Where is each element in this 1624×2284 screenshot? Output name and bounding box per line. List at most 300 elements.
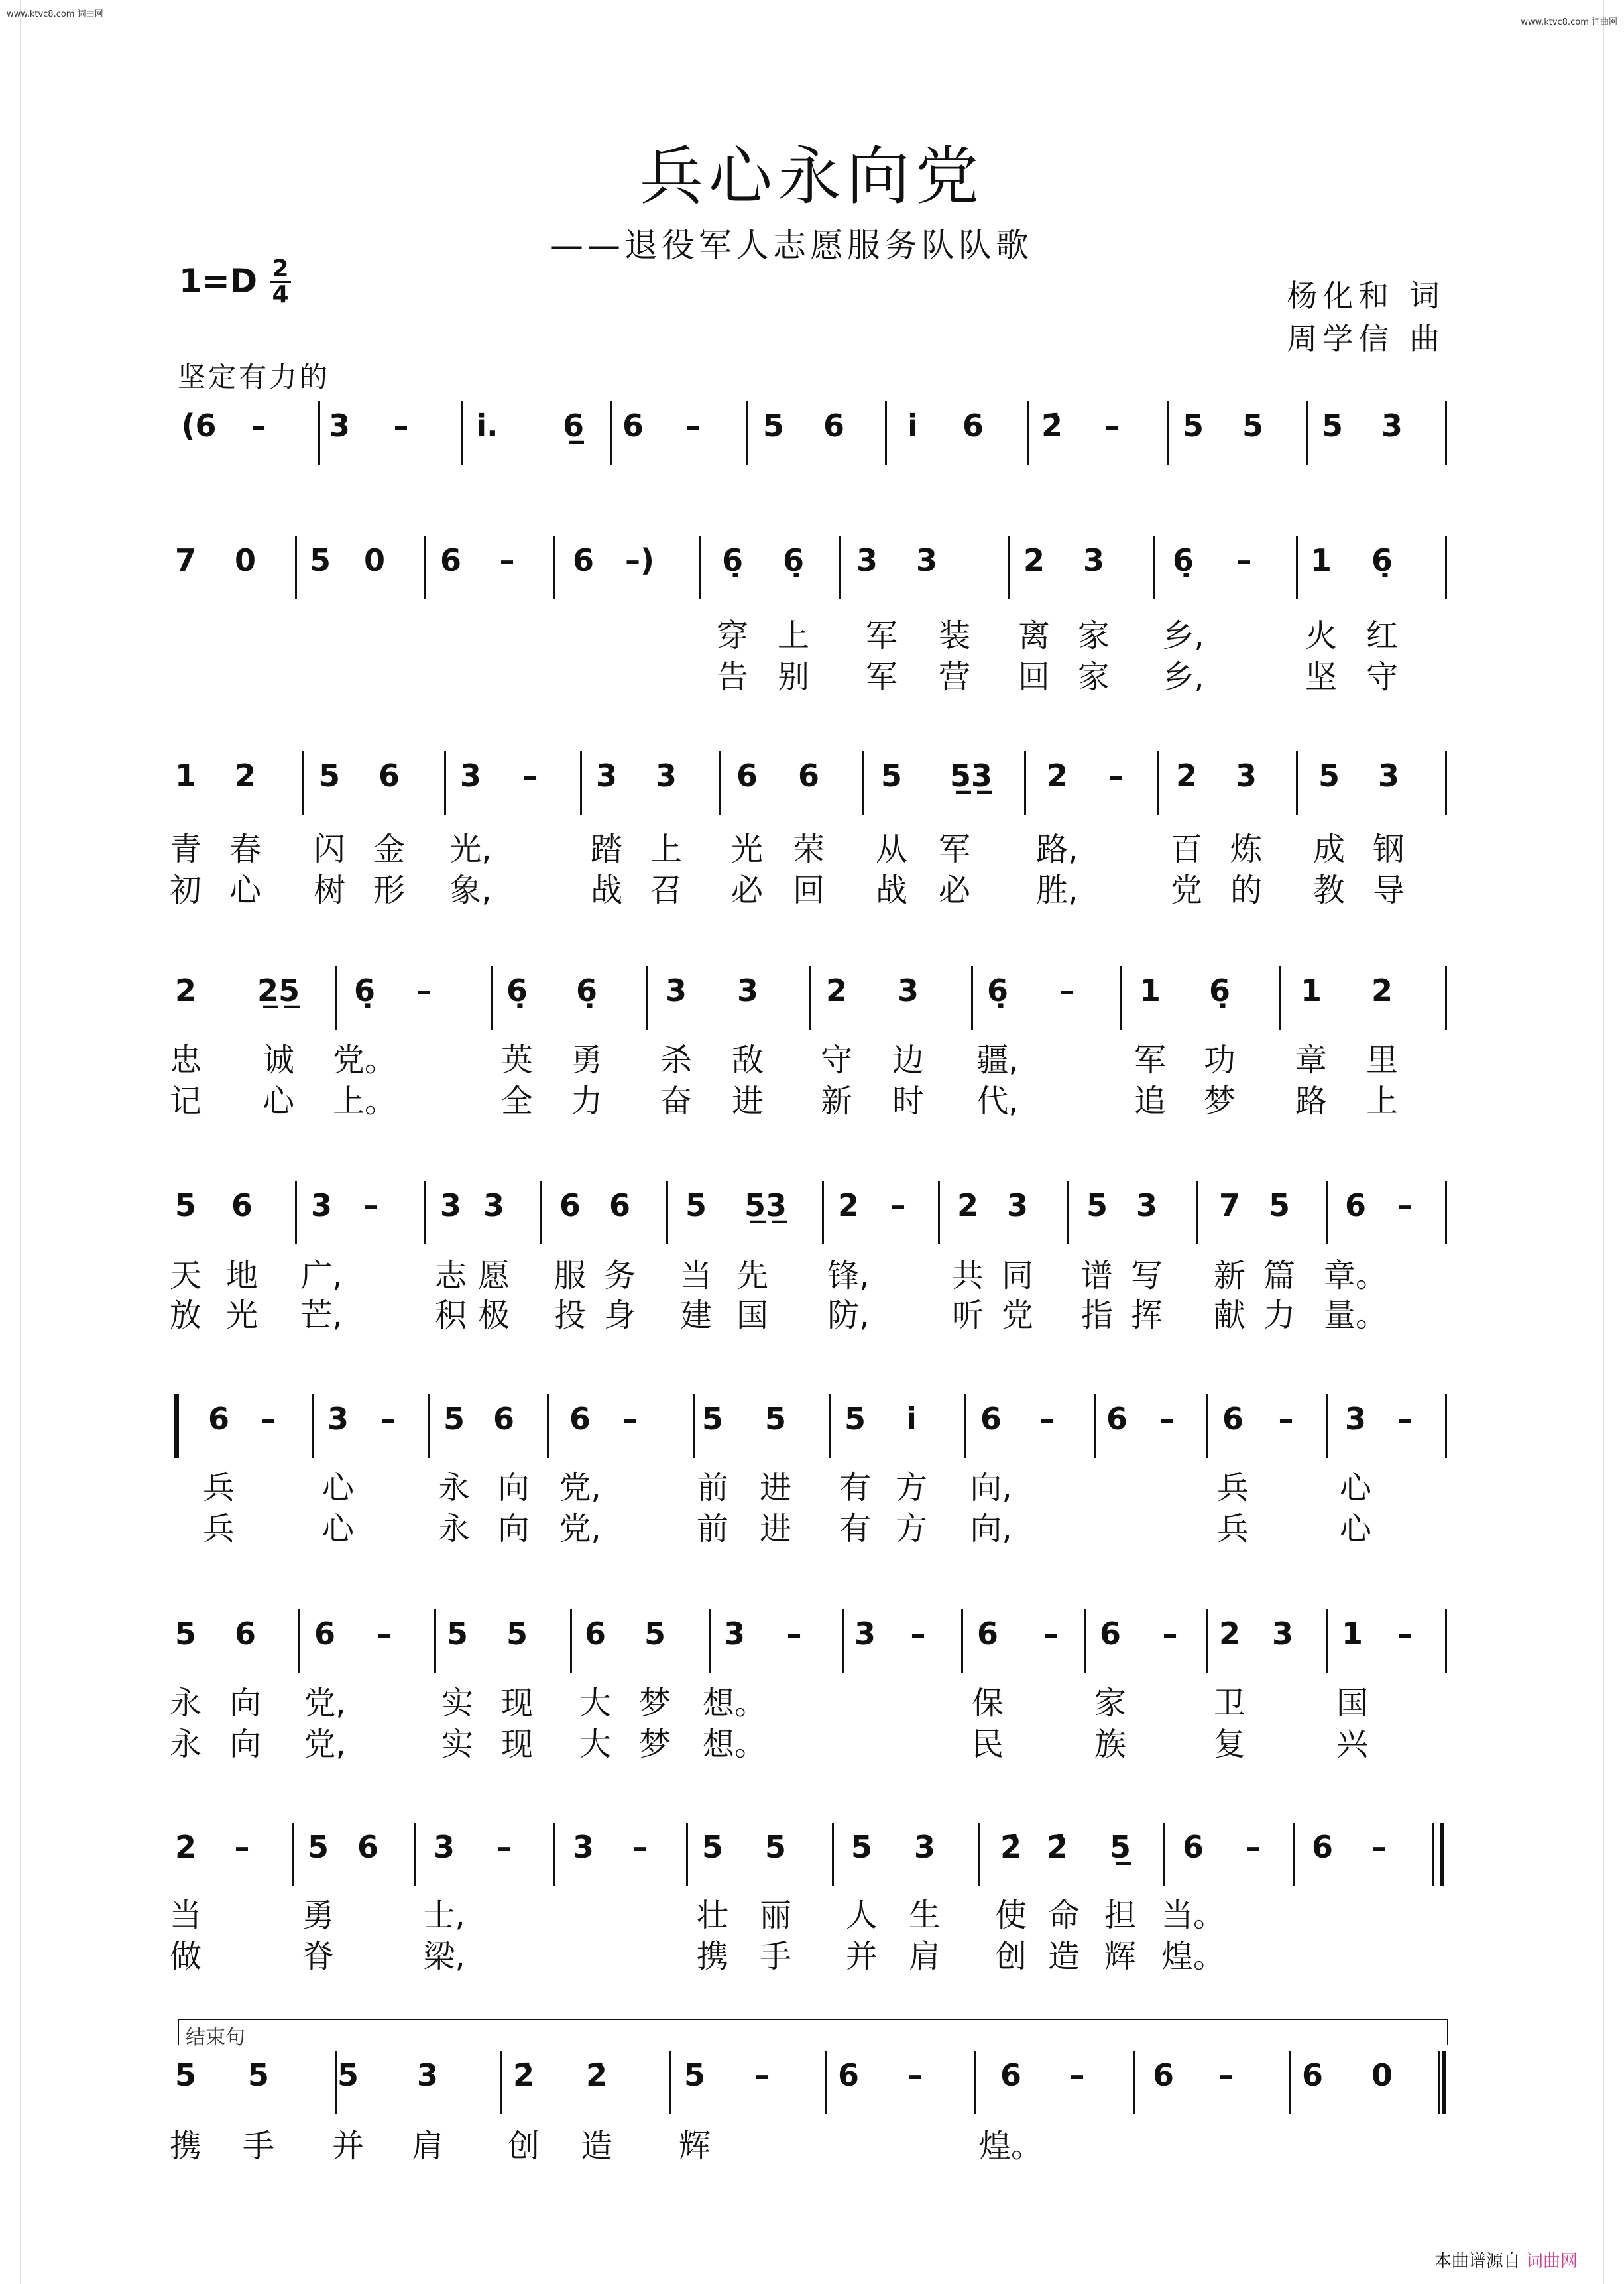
- bar-line: [1445, 536, 1447, 599]
- lyric-syllable: 担: [1104, 1897, 1137, 1934]
- lyric-syllable: 同: [1001, 1257, 1034, 1294]
- note: 3: [433, 1829, 455, 1865]
- note: 5: [701, 1401, 724, 1437]
- right-margin-strip: [1603, 0, 1624, 2284]
- lyric-syllable: 心: [321, 1510, 355, 1547]
- lyric-syllable: 防,: [827, 1297, 870, 1334]
- lyric-syllable: 营: [938, 658, 971, 695]
- note: 5: [337, 2057, 359, 2093]
- note: –: [1069, 2057, 1085, 2093]
- note: 5: [1268, 1187, 1291, 1223]
- lyric-syllable: 命: [1047, 1897, 1080, 1934]
- bar-line: [938, 1181, 940, 1244]
- note: 5: [1182, 408, 1204, 444]
- lyric-syllable: 心: [229, 872, 262, 909]
- lyric-syllable: 永: [169, 1685, 202, 1722]
- lyric-syllable: 钢: [1372, 831, 1405, 868]
- bar-line: [686, 1823, 688, 1886]
- lyric-syllable: 党。: [332, 1042, 397, 1079]
- lyric-syllable: 创: [507, 2128, 540, 2165]
- lyric-syllable: 向,: [970, 1469, 1012, 1506]
- bar-line: [302, 751, 304, 815]
- note: –: [632, 1829, 648, 1865]
- lyric-syllable: 上: [1365, 1083, 1399, 1120]
- lyric-syllable: 听: [951, 1297, 984, 1334]
- bar-line: [1024, 751, 1026, 815]
- lyric-syllable: 党,: [304, 1726, 346, 1763]
- bar-line: [318, 401, 320, 465]
- lyric-syllable: 春: [229, 831, 262, 868]
- lyric-syllable: 想。: [702, 1726, 767, 1763]
- lyric-syllable: 挥: [1130, 1297, 1163, 1334]
- bar-line: [1438, 2051, 1440, 2114]
- bar-line: [1306, 401, 1308, 465]
- bar-line: [1326, 1609, 1328, 1673]
- note: 2: [1023, 542, 1045, 578]
- note: 1: [174, 758, 197, 794]
- note: 1: [1310, 542, 1332, 578]
- note: 5: [850, 1829, 873, 1865]
- lyric-syllable: 杀: [660, 1042, 693, 1079]
- lyric-syllable: 献: [1213, 1297, 1246, 1334]
- lyric-syllable: 当。: [1161, 1897, 1226, 1934]
- lyric-syllable: 时: [892, 1083, 925, 1120]
- bar-line: [295, 536, 297, 599]
- bar-line: [825, 2051, 827, 2114]
- bar-line: [292, 1823, 294, 1886]
- lyric-syllable: 地: [225, 1257, 259, 1294]
- lyric-syllable: 路,: [1036, 831, 1078, 868]
- lyric-syllable: 大: [579, 1685, 612, 1722]
- note: –: [363, 1187, 379, 1223]
- lyric-syllable: 守: [820, 1042, 853, 1079]
- note: 6: [207, 1401, 230, 1437]
- lyric-syllable: 记: [169, 1083, 202, 1120]
- repeat-start-barline: [174, 1394, 179, 1458]
- lyric-syllable: 国: [1336, 1685, 1369, 1722]
- lyric-syllable: 兵: [202, 1510, 235, 1547]
- bar-line: [1196, 1181, 1198, 1244]
- lyric-syllable: 放: [169, 1297, 202, 1334]
- note: –: [1245, 1829, 1261, 1865]
- lyric-syllable: 建: [679, 1297, 713, 1334]
- note: 5: [844, 1401, 866, 1437]
- note: 2̇: [585, 2057, 608, 2093]
- lyric-syllable: 炼: [1230, 831, 1263, 868]
- note: 5̲3̲: [744, 1187, 787, 1223]
- bar-line: [1445, 1609, 1447, 1673]
- lyric-syllable: 梦: [638, 1726, 671, 1763]
- note: 6̲: [562, 408, 585, 444]
- composer-credit: 周学信 曲: [1287, 321, 1445, 357]
- lyric-syllable: 百: [1170, 831, 1203, 868]
- lyric-syllable: 上: [650, 831, 683, 868]
- ending-bracket-right: [1447, 2019, 1448, 2045]
- lyric-syllable: 忠: [169, 1042, 202, 1079]
- note: 5: [764, 1829, 787, 1865]
- lyric-syllable: 边: [892, 1042, 925, 1079]
- bar-line: [491, 966, 493, 1030]
- note: –: [393, 408, 409, 444]
- note: 5: [174, 1616, 197, 1652]
- lyric-syllable: 煌。: [1161, 1938, 1226, 1975]
- note: –: [1278, 1401, 1294, 1437]
- note: 5: [685, 1187, 707, 1223]
- note: 3: [328, 408, 351, 444]
- lyric-syllable: 永: [437, 1510, 471, 1547]
- note: 3: [1271, 1616, 1294, 1652]
- lyric-syllable: 志: [434, 1257, 467, 1294]
- note: 3: [1006, 1187, 1029, 1223]
- lyric-syllable: 心: [1339, 1510, 1372, 1547]
- note: 3: [1377, 758, 1400, 794]
- lyric-syllable: 追: [1133, 1083, 1167, 1120]
- note: 6: [736, 758, 758, 794]
- lyric-syllable: 奋: [660, 1083, 693, 1120]
- note: 5: [701, 1829, 724, 1865]
- lyric-syllable: 军: [938, 831, 971, 868]
- lyric-syllable: 服: [553, 1257, 587, 1294]
- lyric-syllable: 人: [845, 1897, 878, 1934]
- lyric-syllable: 进: [759, 1510, 792, 1547]
- note: 6: [559, 1187, 581, 1223]
- note: –: [1043, 1616, 1059, 1652]
- bar-line: [971, 966, 973, 1030]
- note: 3: [1135, 1187, 1158, 1223]
- note: 6̣: [721, 542, 744, 578]
- bar-line: [547, 1394, 549, 1458]
- lyric-syllable: 青: [169, 831, 202, 868]
- note: –: [1236, 542, 1252, 578]
- bar-line: [1067, 1181, 1069, 1244]
- lyric-syllable: 向: [497, 1510, 530, 1547]
- lyric-syllable: 装: [938, 617, 971, 654]
- note: 6: [1222, 1401, 1244, 1437]
- lyric-syllable: 章: [1295, 1042, 1328, 1079]
- note: 6: [622, 408, 644, 444]
- note: 3: [1381, 408, 1403, 444]
- footer-site[interactable]: 词曲网: [1525, 2252, 1578, 2271]
- note: 3: [416, 2057, 439, 2093]
- lyric-syllable: 代,: [976, 1083, 1019, 1120]
- note: 2: [1175, 758, 1198, 794]
- bar-line: [580, 751, 582, 815]
- lyric-syllable: 的: [1230, 872, 1263, 909]
- note: 6̣: [1371, 542, 1393, 578]
- lyric-syllable: 回: [792, 872, 825, 909]
- note: i̇: [907, 408, 918, 444]
- bar-line: [832, 1823, 834, 1886]
- note: 3: [483, 1187, 505, 1223]
- lyric-syllable: 红: [1365, 617, 1399, 654]
- bar-line: [434, 1609, 436, 1673]
- lyric-syllable: 光,: [449, 831, 492, 868]
- lyric-syllable: 党: [1170, 872, 1203, 909]
- bar-line: [1326, 1394, 1328, 1458]
- note: i̇.: [476, 408, 498, 444]
- lyric-syllable: 实: [441, 1726, 474, 1763]
- bar-line: [1206, 1394, 1208, 1458]
- lyric-syllable: 党,: [559, 1510, 601, 1547]
- note: 1: [1300, 973, 1322, 1008]
- bar-line: [444, 751, 446, 815]
- bar-line: [1094, 1394, 1096, 1458]
- bar-line: [646, 966, 648, 1030]
- note: 6̣: [1208, 973, 1231, 1008]
- bar-line: [1445, 401, 1447, 465]
- footer: [1434, 2248, 1578, 2272]
- lyric-syllable: 心: [1339, 1469, 1372, 1506]
- note: 3: [572, 1829, 595, 1865]
- lyric-syllable: 闪: [313, 831, 346, 868]
- lyric-syllable: 教: [1312, 872, 1346, 909]
- site-label-left: www.ktvc8.com 词曲网: [7, 9, 103, 19]
- note: 5: [1318, 758, 1340, 794]
- lyric-syllable: 想。: [702, 1685, 767, 1722]
- bar-line: [719, 751, 721, 815]
- lyric-syllable: 家: [1094, 1685, 1127, 1722]
- note: –: [622, 1401, 638, 1437]
- lyric-syllable: 章。: [1323, 1257, 1388, 1294]
- note: –: [1108, 758, 1124, 794]
- note: 3: [854, 1616, 876, 1652]
- note: 6: [314, 1616, 336, 1652]
- lyric-syllable: 实: [441, 1685, 474, 1722]
- note: 6: [1301, 2057, 1324, 2093]
- lyric-syllable: 写: [1130, 1257, 1163, 1294]
- lyric-syllable: 复: [1213, 1726, 1246, 1763]
- note: –: [380, 1401, 396, 1437]
- bar-line: [709, 1609, 711, 1673]
- bar-line: [414, 1823, 416, 1886]
- lyric-syllable: 象,: [449, 872, 492, 909]
- note: 3: [1082, 542, 1105, 578]
- note: 1: [1341, 1616, 1363, 1652]
- lyric-syllable: 兴: [1336, 1726, 1369, 1763]
- bar-line: [424, 536, 426, 599]
- note: 6: [980, 1401, 1002, 1437]
- bar-line: [829, 1394, 831, 1458]
- note: 6̣: [782, 542, 805, 578]
- lyric-syllable: 力: [1263, 1297, 1296, 1334]
- note: 0: [363, 542, 386, 578]
- lyric-syllable: 务: [603, 1257, 636, 1294]
- note: 0: [234, 542, 257, 578]
- lyric-syllable: 乡,: [1162, 658, 1204, 695]
- final-barline: [1442, 2051, 1446, 2114]
- lyric-syllable: 愿: [477, 1257, 510, 1294]
- note: 5̲3̲: [949, 758, 993, 794]
- note: 5: [1086, 1187, 1108, 1223]
- note: –: [1039, 1401, 1055, 1437]
- bar-line: [1293, 1823, 1295, 1886]
- bar-line: [1279, 966, 1281, 1030]
- lyric-syllable: 导: [1372, 872, 1405, 909]
- note: 6̣: [1172, 542, 1194, 578]
- note: –: [910, 1616, 926, 1652]
- lyric-syllable: 芒,: [300, 1297, 343, 1334]
- lyric-syllable: 党,: [304, 1685, 346, 1722]
- note: –): [624, 542, 655, 578]
- lyric-syllable: 当: [169, 1897, 202, 1934]
- lyric-syllable: 上。: [332, 1083, 397, 1120]
- lyric-syllable: 兵: [202, 1469, 235, 1506]
- lyric-syllable: 永: [169, 1726, 202, 1763]
- bar-line: [335, 966, 337, 1030]
- lyric-syllable: 形: [373, 872, 406, 909]
- note: 5: [443, 1401, 465, 1437]
- note: –: [907, 2057, 923, 2093]
- note: 6: [797, 758, 820, 794]
- lyric-syllable: 光: [225, 1297, 259, 1334]
- bar-line: [1167, 401, 1169, 465]
- bar-line: [1027, 401, 1029, 465]
- note: 6: [231, 1187, 253, 1223]
- note: 6̣: [575, 973, 598, 1008]
- lyric-syllable: 从: [875, 831, 908, 868]
- lyric-syllable: 家: [1077, 617, 1110, 654]
- lyric-syllable: 穿: [716, 617, 749, 654]
- bar-line: [1206, 1609, 1208, 1673]
- note: 6: [976, 1616, 999, 1652]
- note: 2: [1371, 973, 1393, 1008]
- note: 2̇: [1046, 1829, 1069, 1865]
- lyric-syllable: 手: [242, 2128, 275, 2165]
- note: 5: [174, 1187, 197, 1223]
- lyric-syllable: 光: [730, 831, 764, 868]
- note: 5: [174, 2057, 197, 2093]
- bar-line: [1289, 2051, 1291, 2114]
- lyric-syllable: 携: [169, 2128, 202, 2165]
- bar-line: [839, 536, 841, 599]
- note: –: [1397, 1187, 1413, 1223]
- bar-line: [699, 536, 701, 599]
- bar-line: [669, 2051, 671, 2114]
- bar-line: [978, 1823, 980, 1886]
- lyric-syllable: 火: [1305, 617, 1338, 654]
- note: 5: [318, 758, 341, 794]
- lyric-syllable: 进: [759, 1469, 792, 1506]
- lyric-syllable: 军: [865, 617, 898, 654]
- lyric-syllable: 民: [971, 1726, 1004, 1763]
- bar-line: [1326, 1181, 1328, 1244]
- lyric-syllable: 族: [1094, 1726, 1127, 1763]
- bar-line: [540, 1181, 542, 1244]
- ending-bracket-left: [178, 2019, 179, 2045]
- note: 3: [1344, 1401, 1367, 1437]
- lyric-syllable: 力: [570, 1083, 603, 1120]
- note: (6: [181, 408, 217, 444]
- note: 6: [1000, 2057, 1022, 2093]
- lyric-syllable: 方: [895, 1510, 928, 1547]
- bar-line: [335, 2051, 337, 2114]
- bar-line: [570, 1609, 572, 1673]
- note: 5: [1321, 408, 1344, 444]
- lyric-syllable: 勇: [302, 1897, 335, 1934]
- note: 5: [880, 758, 903, 794]
- lyric-syllable: 梁,: [423, 1938, 465, 1975]
- bar-line: [553, 536, 555, 599]
- lyric-syllable: 现: [500, 1685, 534, 1722]
- lyric-syllable: 初: [169, 872, 202, 909]
- bar-line: [1153, 536, 1155, 599]
- note: 2̇: [512, 2057, 535, 2093]
- bar-line: [862, 751, 864, 815]
- lyric-syllable: 做: [169, 1938, 202, 1975]
- lyric-syllable: 胜,: [1036, 872, 1078, 909]
- lyric-syllable: 造: [580, 2128, 613, 2165]
- lyric-syllable: 广,: [300, 1257, 343, 1294]
- footer-source: 本曲谱源自: [1434, 2252, 1521, 2271]
- note: 2: [837, 1187, 860, 1223]
- note: 2̲5̲: [257, 973, 300, 1008]
- lyric-syllable: 有: [839, 1469, 872, 1506]
- site-label-right: www.ktvc8.com 词曲网: [1521, 17, 1617, 27]
- note: –: [496, 1829, 512, 1865]
- note: 6: [234, 1616, 257, 1652]
- note: 6: [357, 1829, 379, 1865]
- time-signature: [270, 257, 291, 307]
- lyric-syllable: 梦: [638, 1685, 671, 1722]
- note: 3: [915, 542, 938, 578]
- note: 5: [1242, 408, 1264, 444]
- lyric-syllable: 共: [951, 1257, 984, 1294]
- lyric-syllable: 敌: [731, 1042, 764, 1079]
- note: 3: [655, 758, 677, 794]
- note: 6: [584, 1616, 607, 1652]
- lyric-syllable: 守: [1365, 658, 1399, 695]
- note: 5̲: [1109, 1829, 1131, 1865]
- lyric-syllable: 党: [1001, 1297, 1034, 1334]
- ending-bracket: [178, 2019, 1448, 2020]
- lyric-syllable: 肩: [908, 1938, 941, 1975]
- lyric-syllable: 兵: [1216, 1469, 1249, 1506]
- lyric-syllable: 现: [500, 1726, 534, 1763]
- note: 3: [1235, 758, 1257, 794]
- lyric-syllable: 并: [845, 1938, 878, 1975]
- note: 5: [446, 1616, 469, 1652]
- note: –: [1371, 1829, 1387, 1865]
- lyric-syllable: 永: [437, 1469, 471, 1506]
- time-top: 2: [270, 257, 291, 283]
- lyricist-credit: 杨化和 词: [1287, 278, 1445, 314]
- note: 3: [439, 1187, 462, 1223]
- lyric-syllable: 进: [731, 1083, 764, 1120]
- note: 1: [1139, 973, 1161, 1008]
- lyric-syllable: 天: [169, 1257, 202, 1294]
- note: 2̇: [1041, 408, 1063, 444]
- lyric-syllable: 生: [908, 1897, 941, 1934]
- bar-line: [974, 2051, 976, 2114]
- lyric-syllable: 使: [994, 1897, 1027, 1934]
- lyric-syllable: 全: [500, 1083, 534, 1120]
- note: 6: [572, 542, 595, 578]
- bar-line: [312, 1394, 314, 1458]
- note: 2: [825, 973, 848, 1008]
- bar-line: [809, 966, 811, 1030]
- note: 6: [1106, 1401, 1128, 1437]
- lyric-syllable: 诚: [262, 1042, 295, 1079]
- note: 6: [1311, 1829, 1334, 1865]
- bar-line: [885, 401, 887, 465]
- lyric-syllable: 梦: [1203, 1083, 1236, 1120]
- bar-line: [1296, 751, 1298, 815]
- note: –: [1218, 2057, 1234, 2093]
- note: –: [499, 542, 515, 578]
- lyric-syllable: 必: [730, 872, 764, 909]
- lyric-syllable: 保: [971, 1685, 1004, 1722]
- lyric-syllable: 心: [321, 1469, 355, 1506]
